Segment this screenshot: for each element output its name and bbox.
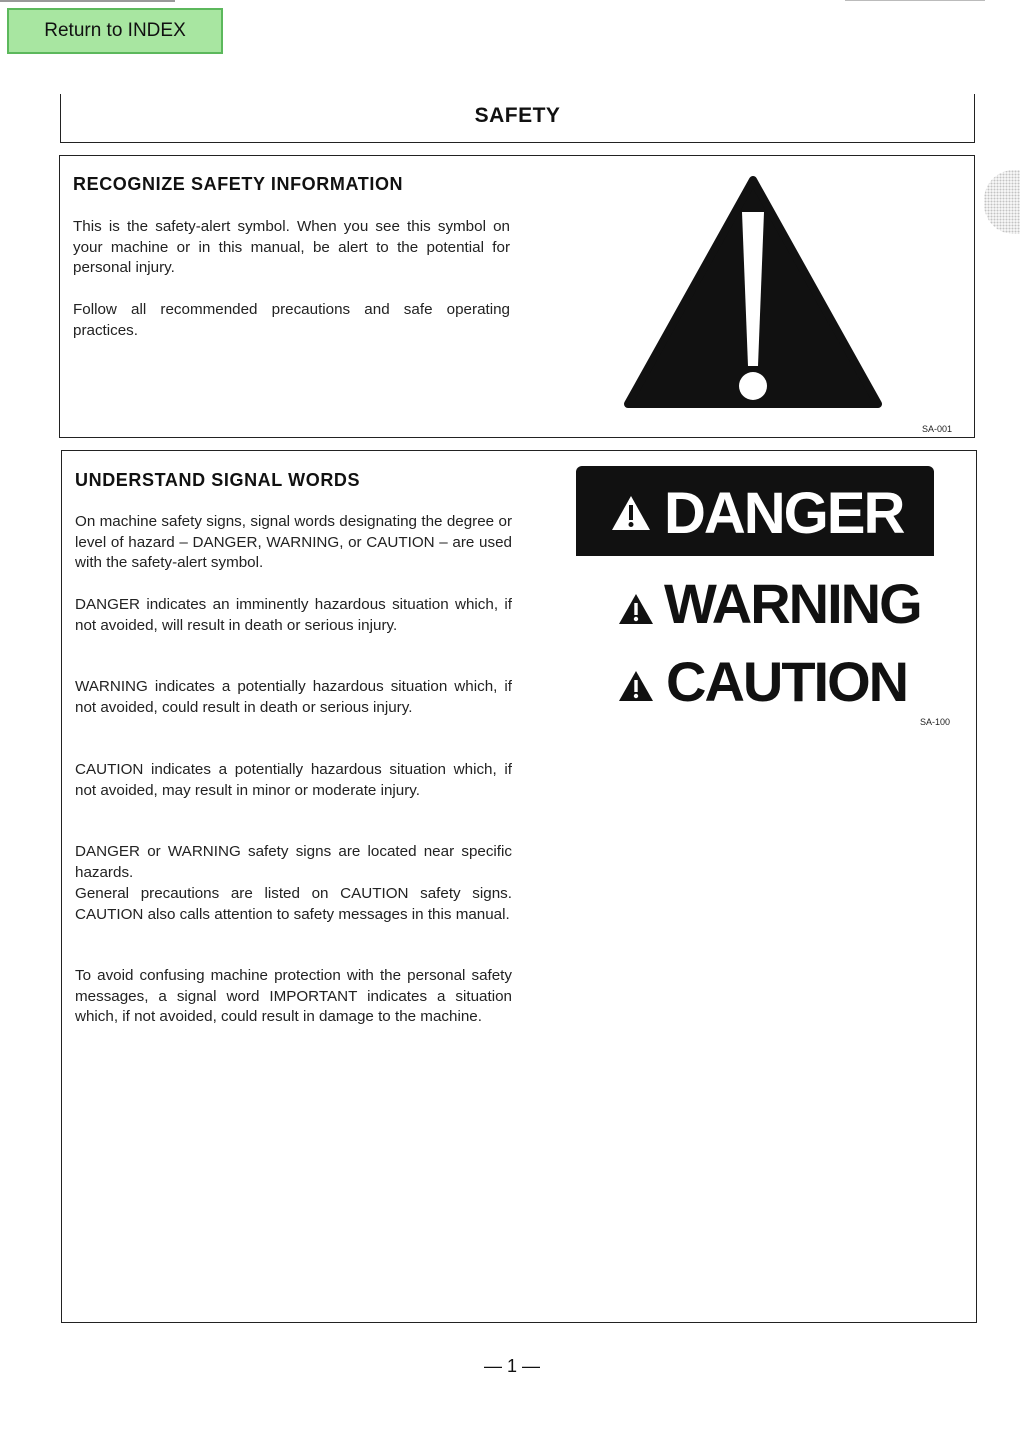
page-header [60,94,975,143]
section-signal-words [61,450,977,1323]
paragraph: DANGER or WARNING safety signs are located near specific hazards. [75,843,512,881]
figure-code: SA-100 [920,717,951,727]
paragraph: Follow all recommended precautions and safe operating practices. [73,301,510,339]
figure-code: SA-001 [922,424,953,434]
section-title: RECOGNIZE SAFETY INFORMATION [73,174,404,194]
paragraph: General precautions are listed on CAUTION safety signs. CAUTION also calls attention to safety messages in this manual. [75,885,512,923]
warning-word: WARNING [664,572,921,635]
paragraph: To avoid confusing machine protection with the personal safety messages, a signal word IMPORTANT indicates a situation which, if not avoided, could result in damage to the machine. [75,967,512,1025]
paragraph: DANGER indicates an imminently hazardous situation which, if not avoided, will result in death or serious injury. [75,596,512,634]
section-title: UNDERSTAND SIGNAL WORDS [75,470,361,490]
scan-artifact [984,170,1020,234]
scan-edge-line-left [0,0,175,2]
caution-alert-icon [618,670,654,702]
caution-word: CAUTION [666,650,908,713]
paragraph: On machine safety signs, signal words designating the degree or level of hazard – DANGER, WARNING, or CAUTION – are used with the safety-alert symbol. [75,513,512,571]
return-to-index-button[interactable] [7,8,223,54]
danger-sign [576,466,934,556]
paragraph: WARNING indicates a potentially hazardous situation which, if not avoided, could result in death or serious injury. [75,678,512,716]
paragraph: This is the safety-alert symbol. When you see this symbol on your machine or in this manual, be alert to the potential for personal injury. [73,218,510,276]
scan-edge-line-right [845,0,985,1]
page-title: SAFETY [474,104,561,127]
paragraph: CAUTION indicates a potentially hazardous situation which, if not avoided, may result in minor or moderate injury. [75,761,512,799]
safety-alert-symbol-icon [622,174,884,412]
return-to-index-label: Return to INDEX [44,20,186,41]
warning-alert-icon [618,593,654,625]
danger-alert-icon [610,494,652,532]
danger-word: DANGER [664,481,904,546]
page-number: — 1 — [483,1356,540,1376]
section-recognize-safety [59,155,975,438]
